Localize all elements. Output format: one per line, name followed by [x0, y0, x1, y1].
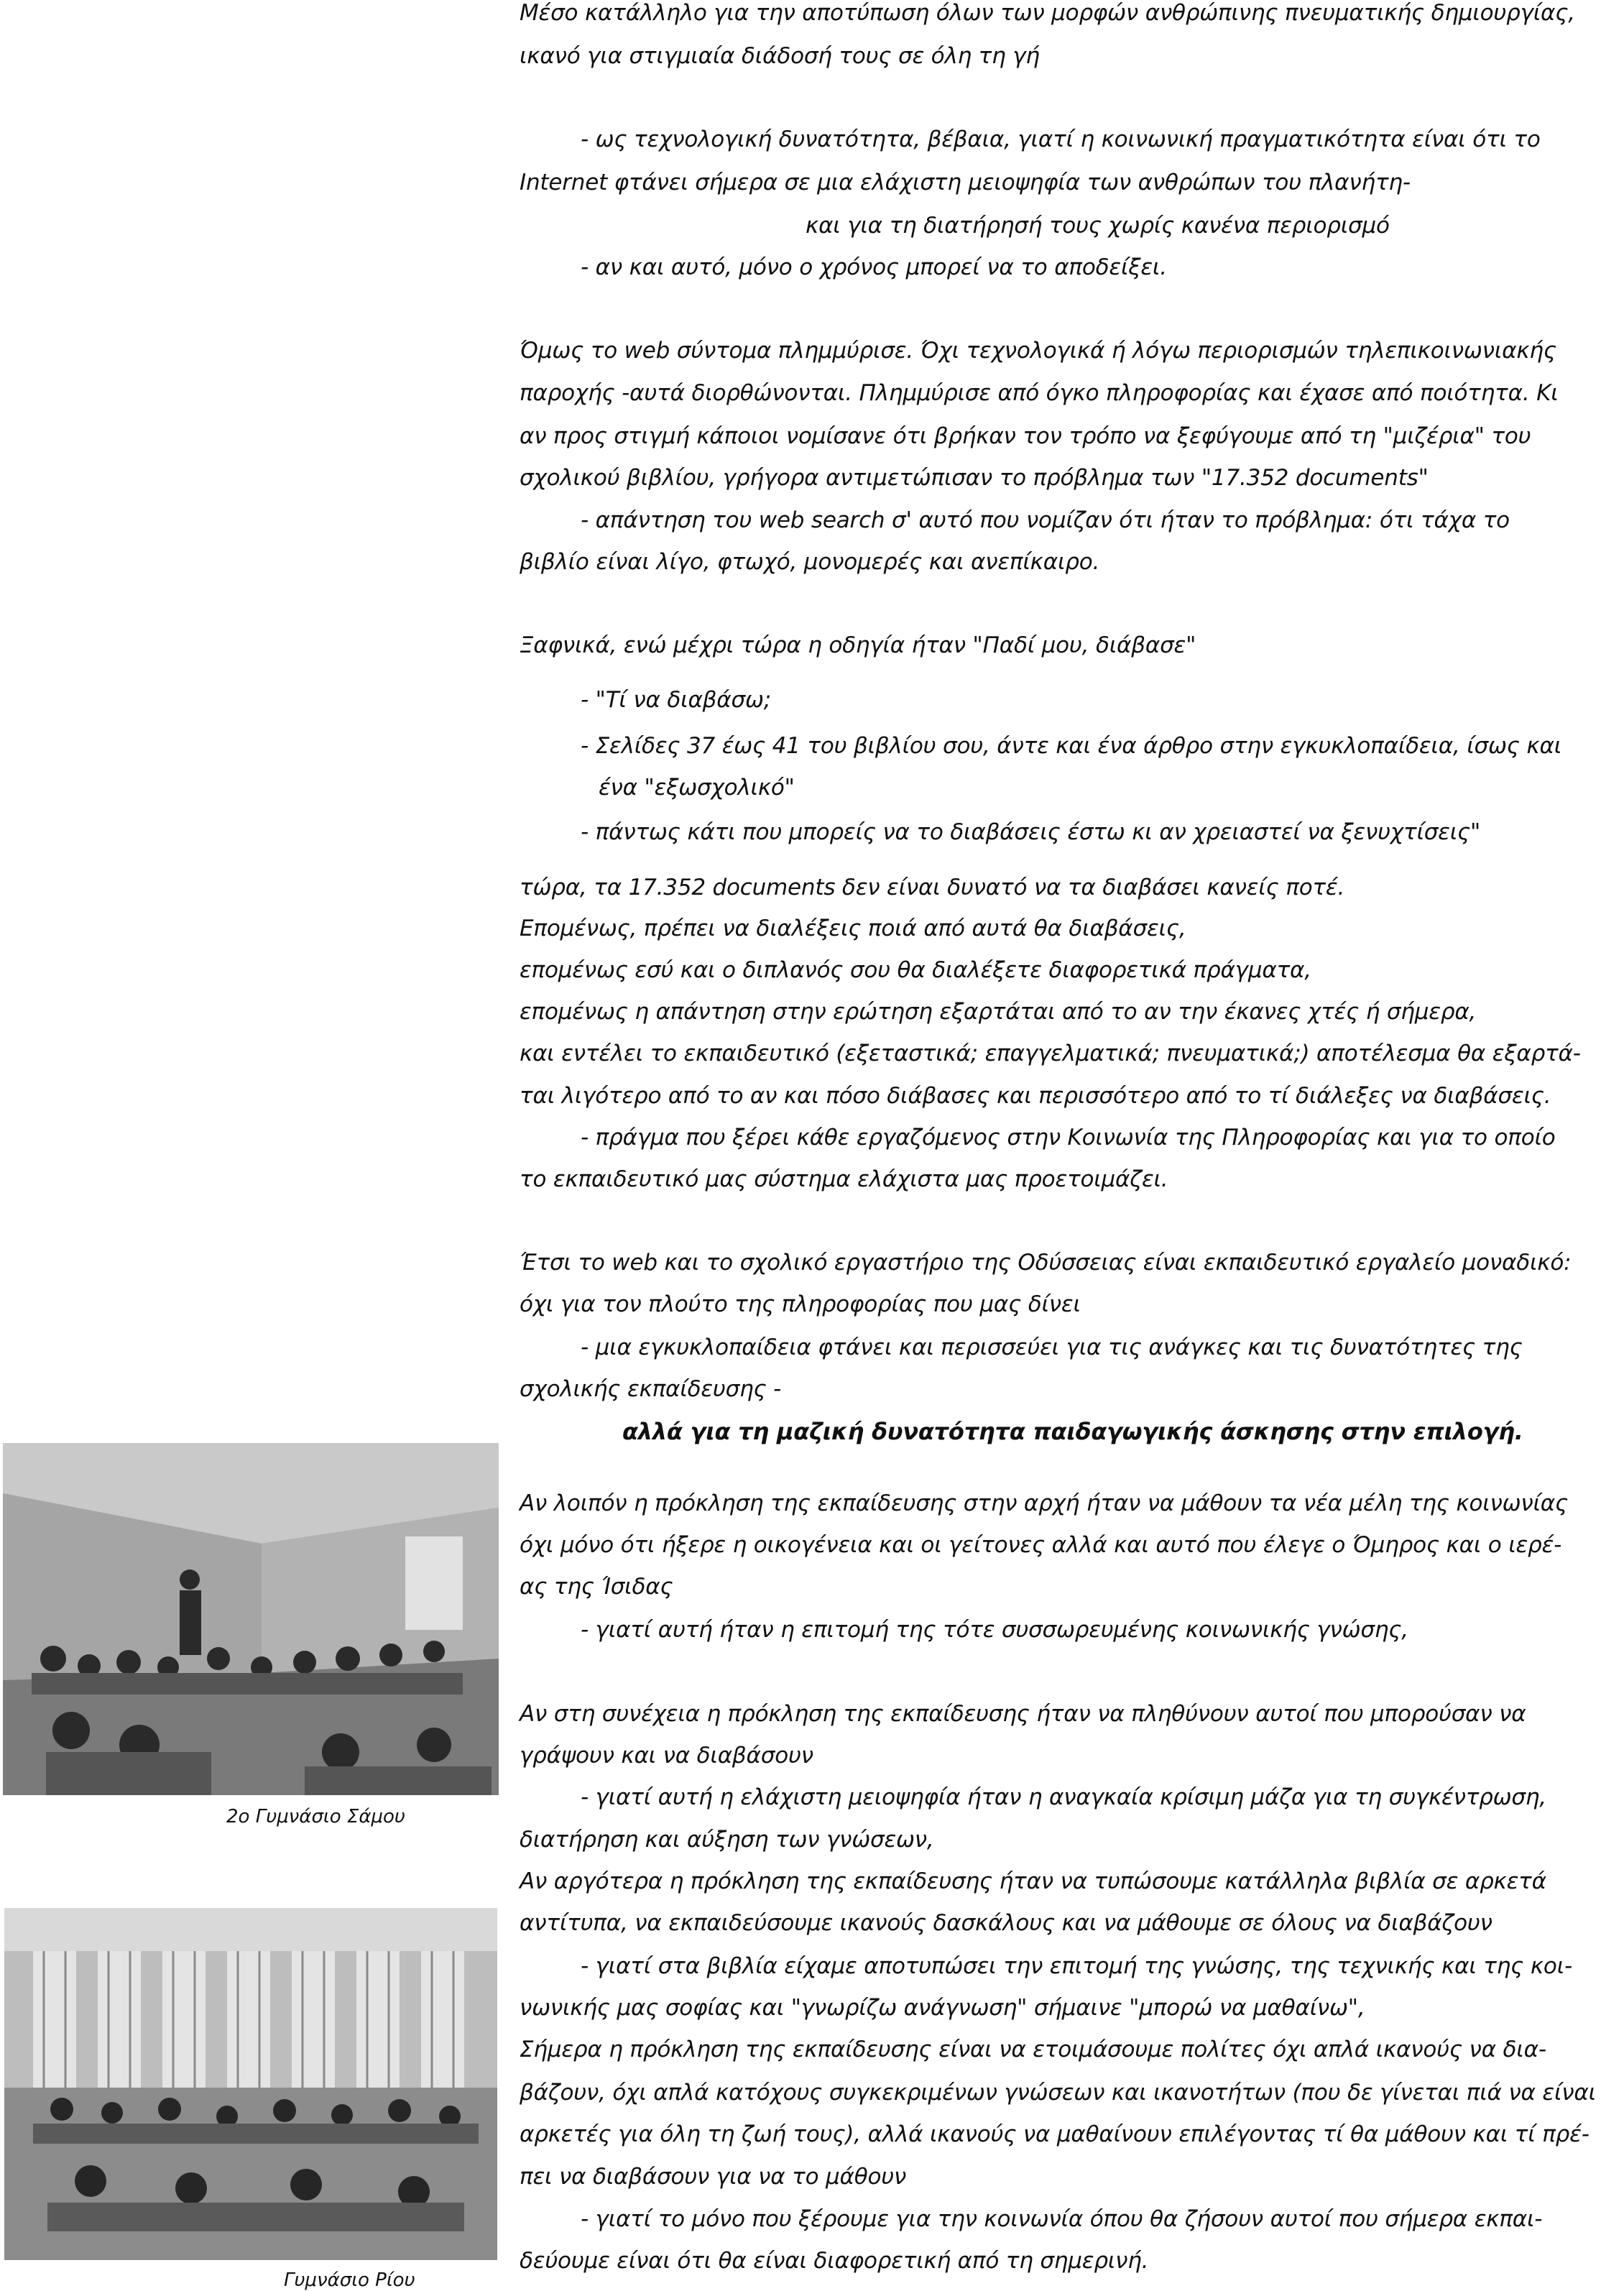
text-line: επομένως η απάντηση στην ερώτηση εξαρτάται από το αν την έκανες χτές ή σήμερα, [520, 999, 1477, 1025]
text-line: - μια εγκυκλοπαίδεια φτάνει και περισσεύει για τις ανάγκες και τις δυνατότητες της [581, 1335, 1523, 1360]
text-line: - "Τί να διαβάσω; [581, 687, 771, 713]
text-line: Ξαφνικά, ενώ μέχρι τώρα η οδηγία ήταν "Παδί μου, διάβασε" [520, 632, 1196, 658]
text-line: Αν αργότερα η πρόκληση της εκπαίδευσης ήταν να τυπώσουμε κατάλληλα βιβλία σε αρκετά [520, 1868, 1546, 1894]
text-line: - απάντηση του web search σ' αυτό που νομίζαν ότι ήταν το πρόβλημα: ότι τάχα το [581, 507, 1510, 533]
text-line: Όμως το web σύντομα πλημμύρισε. Όχι τεχνολογικά ή λόγω περιορισμών τηλεπικοινωνιακής [520, 338, 1556, 364]
text-line: - γιατί αυτή η ελάχιστη μειοψηφία ήταν η αναγκαία κρίσιμη μάζα για τη συγκέντρωση, [581, 1784, 1546, 1810]
text-line: - αν και αυτό, μόνο ο χρόνος μπορεί να το αποδείξει. [581, 254, 1167, 280]
text-line: - πράγμα που ξέρει κάθε εργαζόμενος στην Κοινωνία της Πληροφορίας και για το οποίο [581, 1125, 1556, 1151]
text-line: γράψουν και να διαβάσουν [520, 1743, 813, 1769]
text-line: Μέσο κατάλληλο για την αποτύπωση όλων των μορφών ανθρώπινης πνευματικής δημιουργίας, [520, 0, 1575, 26]
text-line: αν προς στιγμή κάποιοι νομίσανε ότι βρήκαν τον τρόπο να ξεφύγουμε από τη "μιζέρια" του [520, 423, 1531, 449]
text-line: αντίτυπα, να εκπαιδεύσουμε ικανούς δασκάλους και να μάθουμε σε όλους να διαβάζουν [520, 1910, 1492, 1936]
photo-caption: Γυμνάσιο Ρίου [284, 2269, 415, 2291]
text-line: διατήρηση και αύξηση των γνώσεων, [520, 1827, 934, 1853]
text-line: όχι για τον πλούτο της πληροφορίας που μας δίνει [520, 1291, 1081, 1317]
text-line: - γιατί στα βιβλία είχαμε αποτυπώσει την επιτομή της γνώσης, της τεχνικής και της κοι- [581, 1953, 1572, 1979]
text-line: Αν λοιπόν η πρόκληση της εκπαίδευσης στην αρχή ήταν να μάθουν τα νέα μέλη της κοινωνίας [520, 1490, 1569, 1516]
text-line: νωνικής μας σοφίας και "γνωρίζω ανάγνωση" σήμαινε "μπορώ να μαθαίνω", [520, 1995, 1365, 2021]
text-line: σχολικού βιβλίου, γρήγορα αντιμετώπισαν το πρόβλημα των "17.352 documents" [520, 465, 1429, 491]
photo-caption: 2ο Γυμνάσιο Σάμου [226, 1806, 405, 1827]
text-line: - γιατί το μόνο που ξέρουμε για την κοινωνία όπου θα ζήσουν αυτοί που σήμερα εκπαι- [581, 2206, 1543, 2232]
text-line: ται λιγότερο από το αν και πόσο διάβασες και περισσότερο από το τί διάλεξες να διαβάσεις. [520, 1083, 1551, 1109]
text-line: - γιατί αυτή ήταν η επιτομή της τότε συσσωρευμένης κοινωνικής γνώσης, [581, 1617, 1408, 1643]
text-line: δεύουμε είναι ότι θα είναι διαφορετική από τη σημερινή. [520, 2248, 1149, 2274]
text-line: σχολικής εκπαίδευσης - [520, 1376, 782, 1402]
text-line: αρκετές για όλη τη ζωή τους), αλλά ικανούς να μαθαίνουν επιλέγοντας τί θα μάθουν και τί πρέ- [520, 2121, 1590, 2147]
text-line: και εντέλει το εκπαιδευτικό (εξεταστικά; επαγγελματικά; πνευματικά;) αποτέλεσμα θα εξαρτά- [520, 1041, 1581, 1066]
text-line: ένα "εξωσχολικό" [599, 775, 795, 801]
text-line: Internet φτάνει σήμερα σε μια ελάχιστη μειοψηφία των ανθρώπων του πλανήτη- [520, 170, 1411, 195]
text-line: το εκπαιδευτικό μας σύστημα ελάχιστα μας προετοιμάζει. [520, 1166, 1168, 1192]
text-line: Σήμερα η πρόκληση της εκπαίδευσης είναι να ετοιμάσουμε πολίτες όχι απλά ικανούς να δια- [520, 2037, 1546, 2062]
classroom-photo [4, 1908, 497, 2260]
text-line: όχι μόνο ότι ήξερε η οικογένεια και οι γείτονες αλλά και αυτό που έλεγε ο Όμηρος και ο ιερέ- [520, 1532, 1562, 1558]
text-line: - ως τεχνολογική δυνατότητα, βέβαια, γιατί η κοινωνική πραγματικότητα είναι ότι το [581, 126, 1541, 152]
text-line: παροχής -αυτά διορθώνονται. Πλημμύρισε από όγκο πληροφορίας και έχασε από ποιότητα. Κι [520, 380, 1559, 406]
classroom-photo-image [3, 1443, 499, 1795]
text-line: Αν στη συνέχεια η πρόκληση της εκπαίδευσης ήταν να πληθύνουν αυτοί που μπορούσαν να [520, 1701, 1526, 1727]
text-line: - Σελίδες 37 έως 41 του βιβλίου σου, άντε και ένα άρθρο στην εγκυκλοπαίδεια, ίσως και [581, 733, 1561, 759]
text-line: επομένως εσύ και ο διπλανός σου θα διαλέξετε διαφορετικά πράγματα, [520, 957, 1311, 983]
classroom-photo [3, 1443, 499, 1795]
emphasis-line: αλλά για τη μαζική δυνατότητα παιδαγωγικής άσκησης στην επιλογή. [622, 1418, 1523, 1445]
text-line: ικανό για στιγμιαία διάδοσή τους σε όλη τη γή [520, 43, 1040, 69]
text-line: τώρα, τα 17.352 documents δεν είναι δυνατό να τα διαβάσει κανείς ποτέ. [520, 875, 1345, 900]
text-line: Έτσι το web και το σχολικό εργαστήριο της Οδύσσειας είναι εκπαιδευτικό εργαλείο μοναδικό: [520, 1250, 1572, 1276]
text-line: βιβλίο είναι λίγο, φτωχό, μονομερές και ανεπίκαιρο. [520, 549, 1100, 575]
classroom-photo-image [4, 1908, 497, 2260]
text-line: πει να διαβάσουν για να το μάθουν [520, 2164, 907, 2190]
text-line: - πάντως κάτι που μπορείς να το διαβάσεις έστω κι αν χρειαστεί να ξενυχτίσεις" [581, 819, 1481, 845]
text-line: βάζουν, όχι απλά κατόχους συγκεκριμένων γνώσεων και ικανοτήτων (που δε γίνεται πιά να είναι [520, 2080, 1596, 2106]
text-line: ας της Ίσιδας [520, 1574, 673, 1600]
text-line: και για τη διατήρησή τους χωρίς κανένα περιορισμό [806, 213, 1390, 239]
text-line: Επομένως, πρέπει να διαλέξεις ποιά από αυτά θα διαβάσεις, [520, 916, 1186, 941]
